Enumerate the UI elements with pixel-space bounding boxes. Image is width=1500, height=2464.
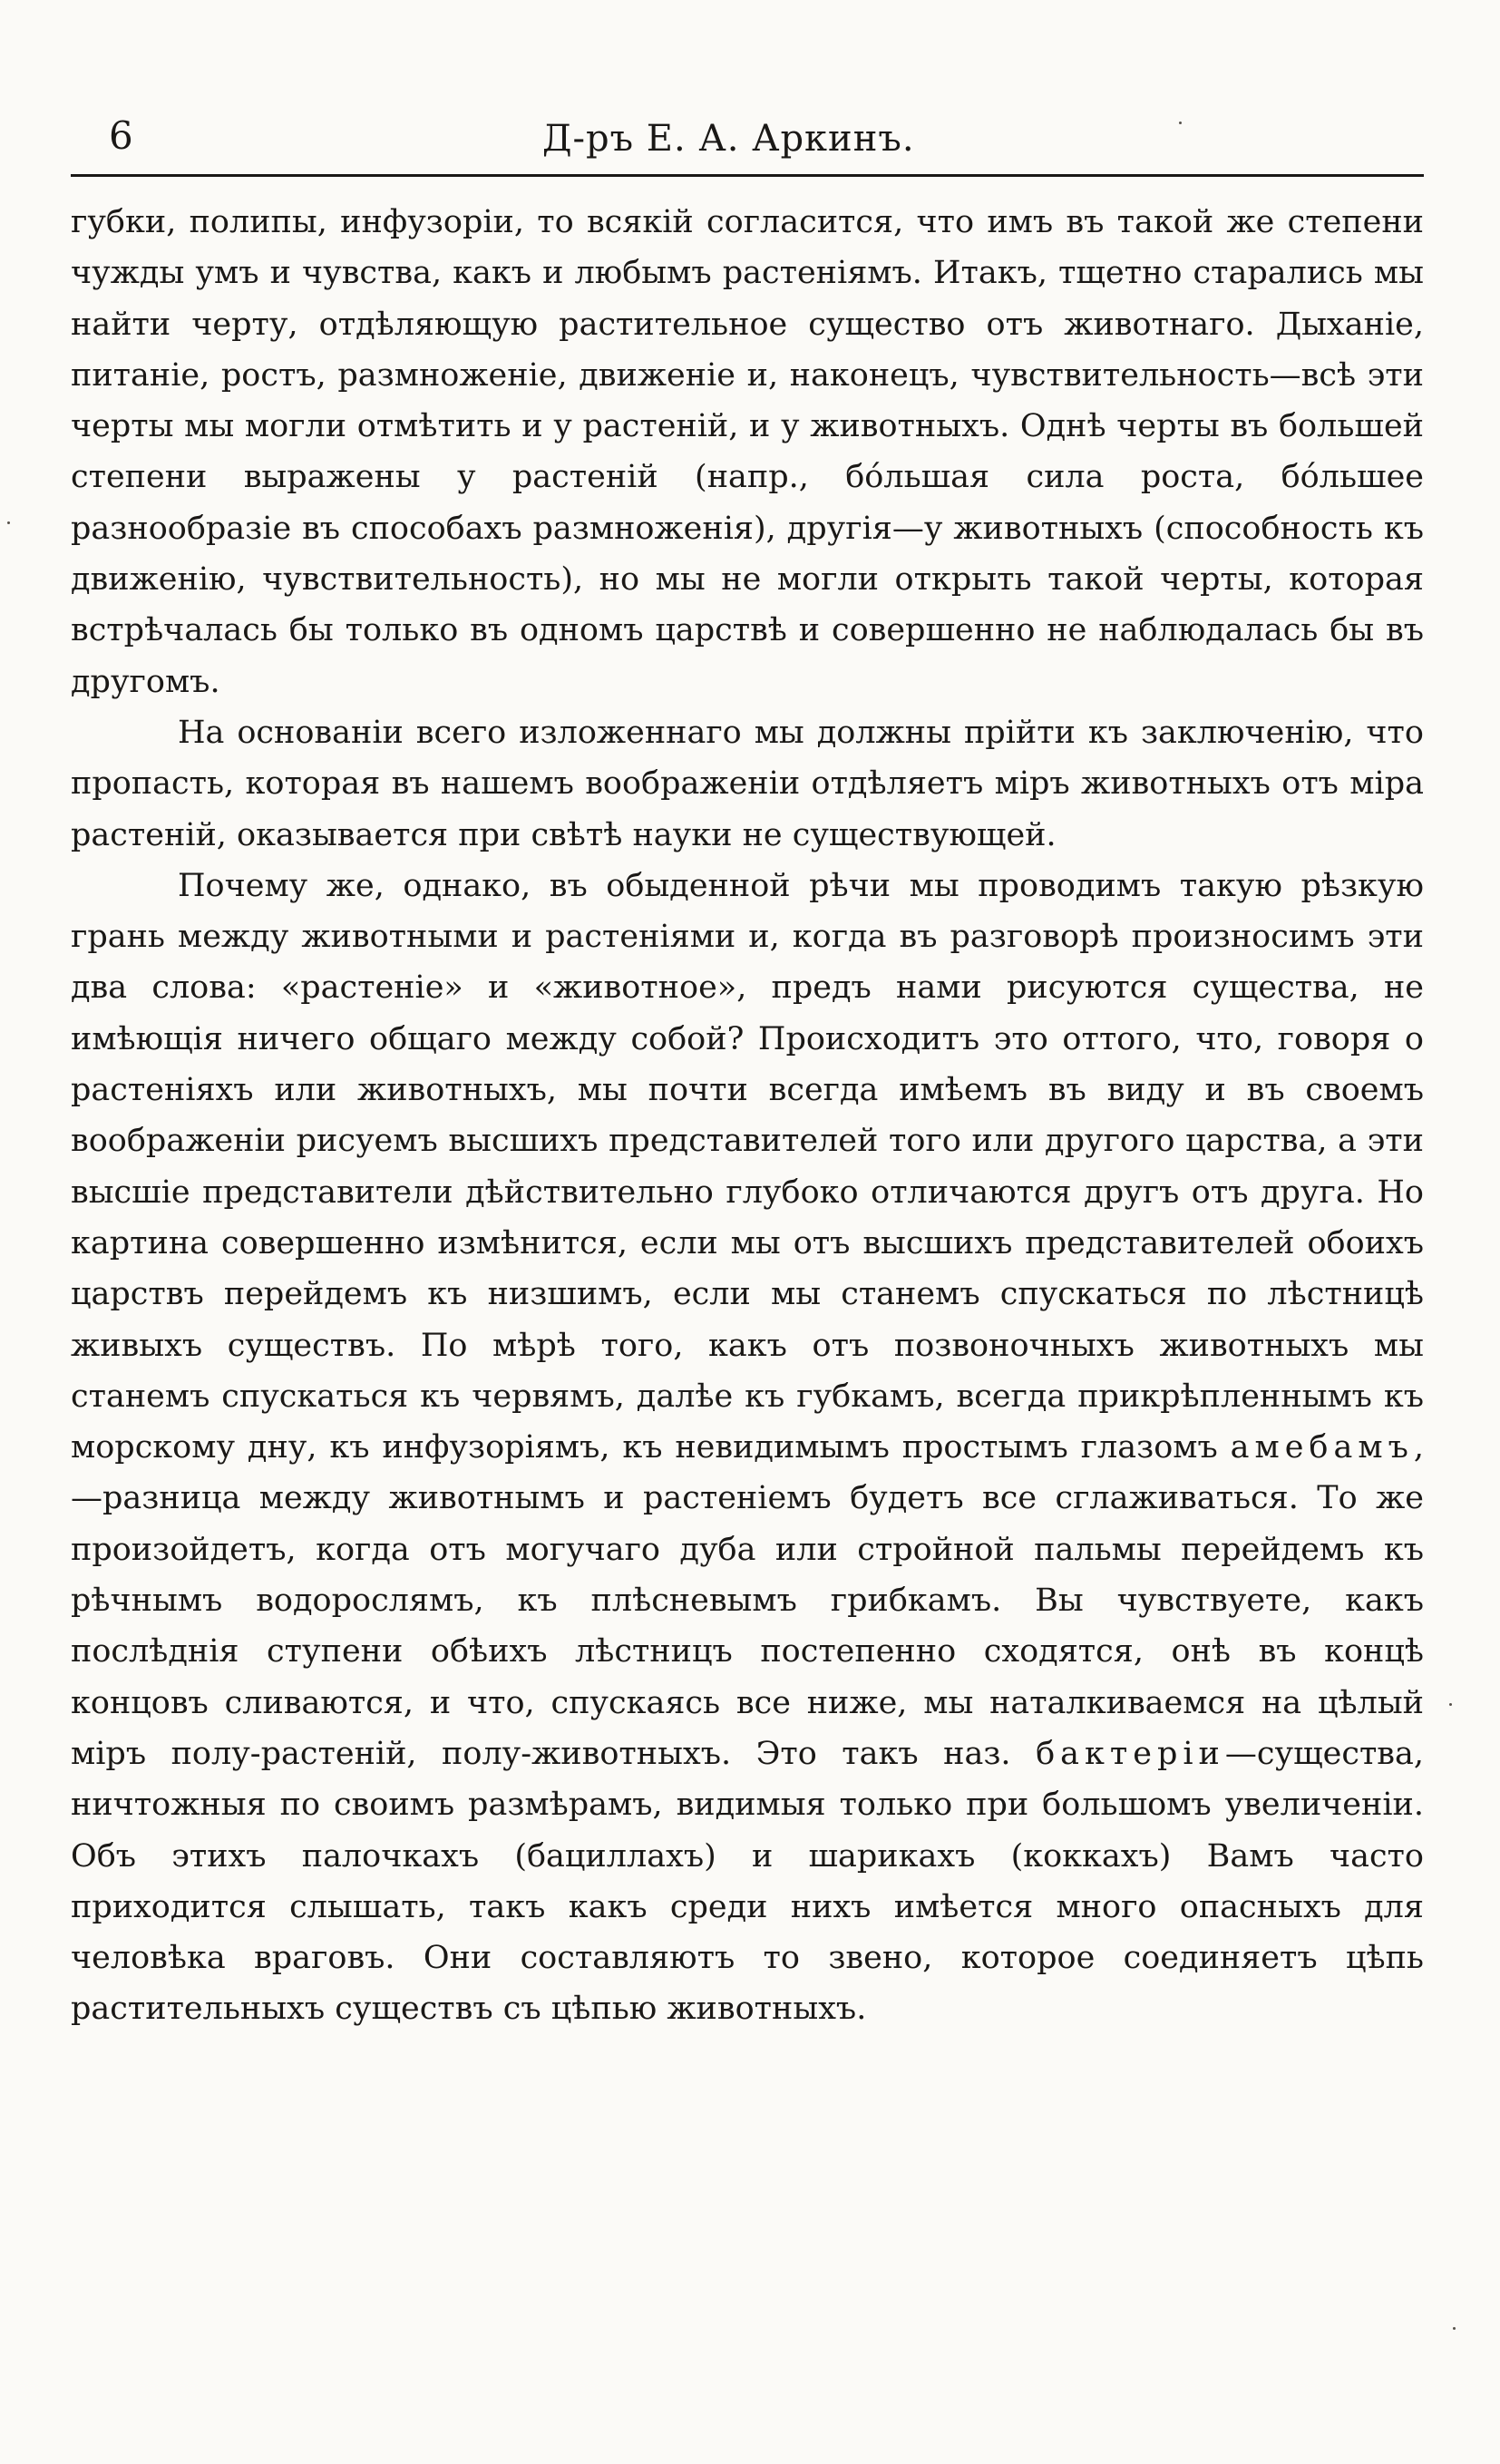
paragraph-3 <box>71 861 1424 2035</box>
page-header <box>71 107 1424 177</box>
paragraph-3-part-1: Почему же, однако, въ обыденной рѣчи мы проводимъ такую рѣзкую грань между животными и растеніями и, когда въ разговорѣ произносимъ эти два слова: «растеніе» и «животное», предъ нами рисуются существа, не имѣющія ничего общаго между собой? Происходитъ это оттого, что, говоря о растеніяхъ или животныхъ, мы почти всегда имѣемъ въ виду и въ своемъ воображеніи рисуемъ высшихъ представителей того или другого царства, а эти высшіе представители дѣйствительно глубоко отличаются другъ отъ друга. Но картина совершенно измѣнится, если мы отъ высшихъ представителей обоихъ царствъ перейдемъ къ низшимъ, если мы станемъ спускаться по лѣстницѣ живыхъ существъ. По мѣрѣ того, какъ отъ позвоночныхъ животныхъ мы станемъ спускаться къ червямъ, далѣе къ губкамъ, всегда прикрѣпленнымъ къ морскому дну, къ инфузоріямъ, къ невидимымъ простымъ глазомъ <box>71 867 1424 1466</box>
paragraph-3-part-2: ,—разница между животнымъ и растеніемъ будетъ все сглаживаться. То же произойдетъ, когда отъ могучаго дуба или стройной пальмы перейдемъ къ рѣчнымъ водорослямъ, къ плѣсневымъ грибкамъ. Вы чувствуете, какъ послѣднія ступени обѣихъ лѣстницъ постепенно сходятся, онѣ въ концѣ концовъ сливаются, и что, спускаясь все ниже, мы наталкиваемся на цѣлый міръ полу-растеній, полу-животныхъ. Это такъ наз. <box>71 1429 1424 1772</box>
spaced-word-bacteria: бактеріи <box>1036 1735 1225 1772</box>
paragraph-1: губки, полипы, инфузоріи, то всякій согласится, что имъ въ такой же степени чужды умъ и чувства, какъ и любымъ растеніямъ. Итакъ, тщетно старались мы найти черту, отдѣляющую растительное существо отъ животнаго. Дыханіе, питаніе, ростъ, размноженіе, движеніе и, наконецъ, чувствительность—всѣ эти черты мы могли отмѣтить и у растеній, и у животныхъ. Однѣ черты въ большей степени выражены у растеній (напр., бóльшая сила роста, бóльшее разнообразіе въ способахъ размноженія), другія—у животныхъ (способность къ движенію, чувствительность), но мы не могли открыть такой черты, которая встрѣчалась бы только въ одномъ царствѣ и совершенно не наблюдалась бы въ другомъ. <box>71 204 1424 700</box>
running-head: Д-ръ Е. А. Аркинъ. <box>542 118 915 160</box>
spaced-word-amebas: амебамъ <box>1230 1429 1414 1466</box>
page-number: 6 <box>109 113 133 158</box>
paragraph-2: На основаніи всего изложеннаго мы должны прійти къ заключенію, что пропасть, которая въ нашемъ воображеніи отдѣляетъ міръ животныхъ отъ міра растеній, оказывается при свѣтѣ науки не существующей. <box>71 714 1424 853</box>
book-page <box>71 107 1424 2429</box>
body-text <box>71 197 1424 2035</box>
paragraph-3-part-3: —существа, ничтожныя по своимъ размѣрамъ, видимыя только при большомъ увеличеніи. Объ этихъ палочкахъ (бациллахъ) и шарикахъ (коккахъ) Вамъ часто приходится слышать, такъ какъ среди нихъ имѣется много опасныхъ для человѣка враговъ. Они составляютъ то звено, которое соединяетъ цѣпь растительныхъ существъ съ цѣпью животныхъ. <box>71 1735 1424 2028</box>
